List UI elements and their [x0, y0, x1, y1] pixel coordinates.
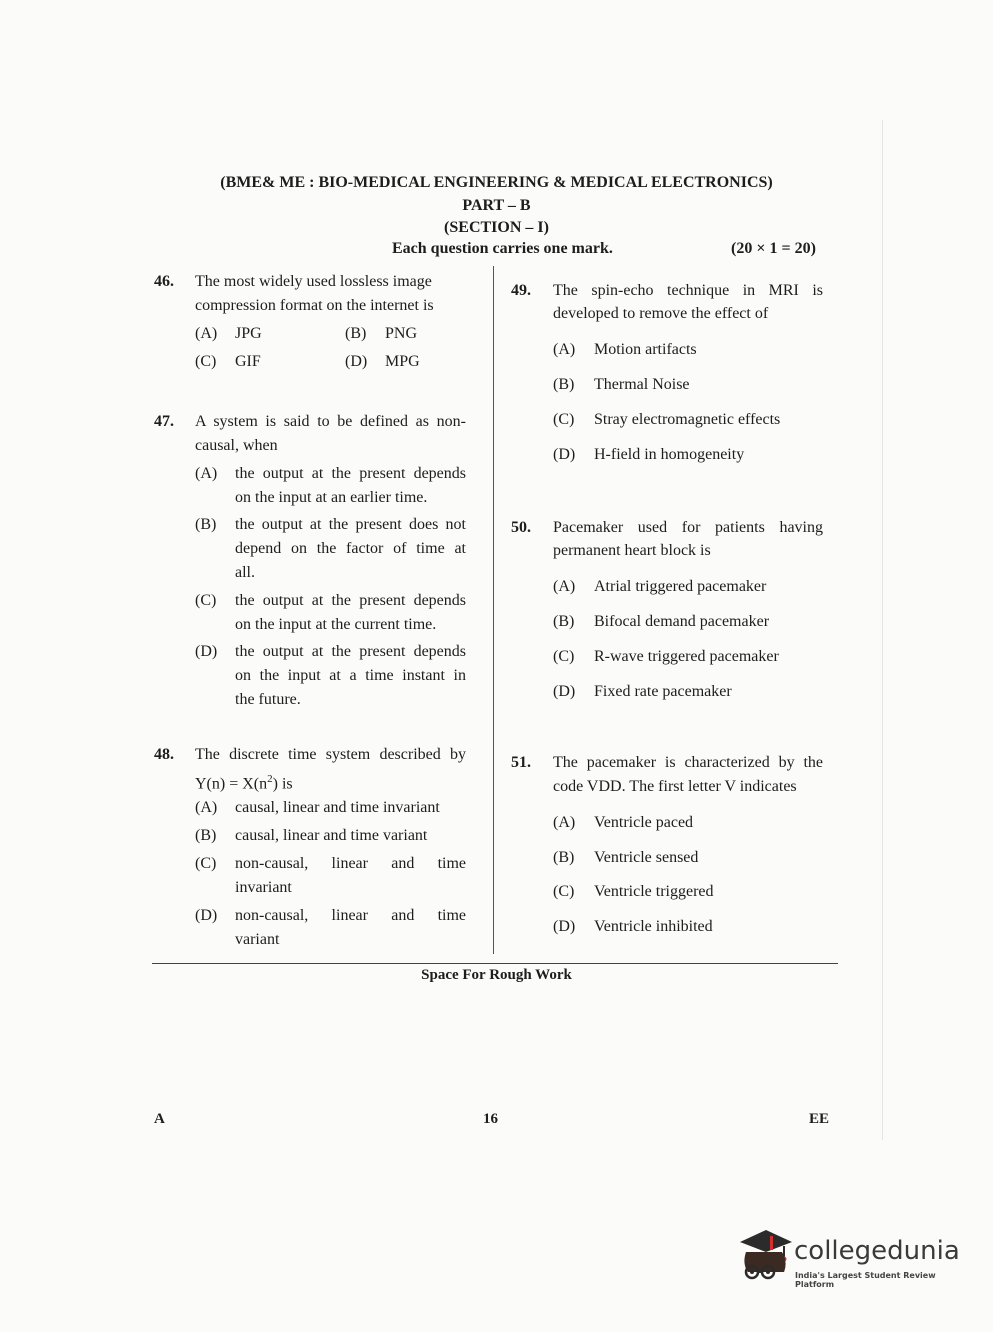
question-text-line: The spin-echo technique in MRI is	[553, 282, 823, 299]
option-label: (A)	[195, 325, 218, 342]
option-label: (B)	[195, 827, 217, 844]
option-label: (B)	[553, 613, 575, 630]
page-number: 16	[483, 1111, 498, 1127]
option-label: (C)	[195, 592, 217, 609]
option-text: Bifocal demand pacemaker	[594, 613, 770, 630]
option-text-line: depend on the factor of time at	[235, 540, 466, 557]
option-label: (C)	[553, 883, 575, 900]
option-label: (B)	[553, 376, 575, 393]
question-text-line: The pacemaker is characterized by the	[553, 754, 823, 771]
option-text: Ventricle sensed	[594, 849, 699, 866]
footer-rule	[152, 963, 838, 964]
option-text: MPG	[385, 353, 420, 370]
option-text: Ventricle paced	[594, 814, 694, 831]
question-equation	[195, 767, 293, 796]
option-text: Thermal Noise	[594, 376, 690, 393]
option-label: (B)	[553, 849, 575, 866]
option-label: (A)	[553, 814, 576, 831]
equation-exponent: 2	[267, 773, 273, 785]
marks-info: (20 × 1 = 20)	[731, 240, 816, 257]
logo-wordmark: collegedunia	[794, 1236, 960, 1266]
part-heading: PART – B	[462, 197, 531, 214]
option-text-line: non-causal, linear and time	[235, 855, 466, 872]
option-label: (B)	[195, 516, 217, 533]
option-text-line: invariant	[235, 879, 292, 896]
option-label: (D)	[553, 446, 576, 463]
equation-part: Y(n) = X(n	[195, 775, 268, 793]
question-text-line: The discrete time system described by	[195, 746, 466, 763]
option-label: (C)	[553, 648, 575, 665]
option-label: (D)	[553, 918, 576, 935]
question-text-line: The most widely used lossless image	[195, 273, 432, 290]
option-text-line: all.	[235, 564, 255, 581]
option-text: R-wave triggered pacemaker	[594, 648, 779, 665]
option-label: (A)	[195, 799, 218, 816]
option-label: (D)	[195, 643, 218, 660]
option-label: (D)	[195, 907, 218, 924]
option-label: (D)	[345, 353, 368, 370]
rough-work-label: Space For Rough Work	[421, 967, 572, 983]
option-text-line: on the input at the current time.	[235, 616, 437, 633]
option-label: (D)	[553, 683, 576, 700]
question-number: 49.	[511, 282, 531, 299]
option-label: (A)	[195, 465, 218, 482]
set-code: A	[154, 1111, 165, 1127]
page-edge	[882, 120, 883, 1140]
option-text-line: the output at the present depends	[235, 592, 466, 609]
question-number: 50.	[511, 519, 531, 536]
option-text: Fixed rate pacemaker	[594, 683, 732, 700]
option-text-line: the output at the present does not	[235, 516, 466, 533]
question-number: 48.	[154, 746, 174, 763]
question-text-line: code VDD. The first letter V indicates	[553, 778, 797, 795]
option-text: Ventricle triggered	[594, 883, 714, 900]
option-text-line: on the input at a time instant in	[235, 667, 466, 684]
instruction: Each question carries one mark.	[392, 240, 613, 257]
option-text: H-field in homogeneity	[594, 446, 745, 463]
option-text-line: the future.	[235, 691, 301, 708]
question-number: 47.	[154, 413, 174, 430]
option-text: Motion artifacts	[594, 341, 697, 358]
option-label: (A)	[553, 578, 576, 595]
question-text-line: A system is said to be defined as non-	[195, 413, 466, 430]
option-text: Atrial triggered pacemaker	[594, 578, 767, 595]
collegedunia-logo	[734, 1224, 964, 1294]
subject-code: EE	[809, 1111, 830, 1127]
question-number: 46.	[154, 273, 174, 290]
question-text-line: Pacemaker used for patients having	[553, 519, 823, 536]
equation-part: ) is	[272, 775, 293, 793]
option-label: (C)	[553, 411, 575, 428]
graduate-mascot-icon	[734, 1224, 794, 1286]
column-divider	[493, 266, 494, 954]
option-label: (C)	[195, 353, 217, 370]
option-text-line: variant	[235, 931, 280, 948]
option-text-line: on the input at an earlier time.	[235, 489, 428, 506]
logo-tagline: India's Largest Student Review Platform	[795, 1271, 936, 1289]
question-text-line: causal, when	[195, 437, 278, 454]
option-text-line: non-causal, linear and time	[235, 907, 466, 924]
exam-title: (BME& ME : BIO-MEDICAL ENGINEERING & MEDICAL ELECTRONICS)	[220, 174, 773, 191]
option-text: Stray electromagnetic effects	[594, 411, 781, 428]
option-label: (C)	[195, 855, 217, 872]
option-text-line: the output at the present depends	[235, 465, 466, 482]
option-text: JPG	[235, 325, 262, 342]
option-text-line: causal, linear and time invariant	[235, 799, 440, 816]
option-text-line: causal, linear and time variant	[235, 827, 428, 844]
question-number: 51.	[511, 754, 531, 771]
option-text: PNG	[385, 325, 418, 342]
question-text-line: compression format on the internet is	[195, 297, 434, 314]
option-text-line: the output at the present depends	[235, 643, 466, 660]
option-label: (A)	[553, 341, 576, 358]
question-text-line: developed to remove the effect of	[553, 305, 769, 322]
option-label: (B)	[345, 325, 367, 342]
option-text: Ventricle inhibited	[594, 918, 713, 935]
section-heading: (SECTION – I)	[444, 219, 549, 236]
option-text: GIF	[235, 353, 261, 370]
question-text-line: permanent heart block is	[553, 542, 711, 559]
